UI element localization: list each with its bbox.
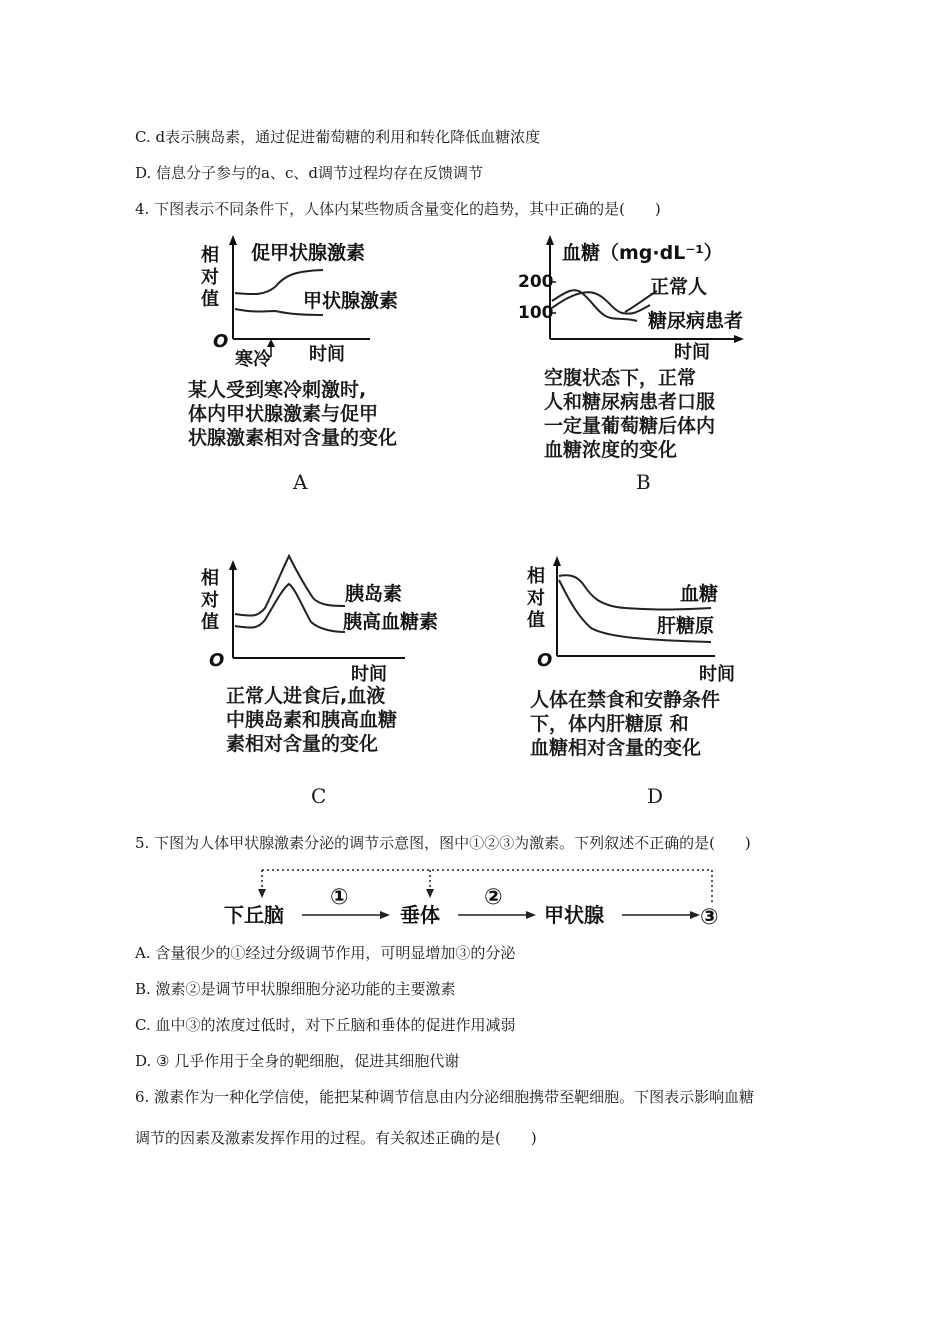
figure-b [512, 235, 772, 370]
flow-node-thyroid: 甲状腺 [544, 903, 604, 927]
figure-c [195, 548, 465, 688]
figure-a-origin: O [213, 331, 229, 352]
figure-c-series-insulin: 胰岛素 [345, 583, 403, 605]
option-5d: D. ③ 几乎作用于全身的靶细胞，促进其细胞代谢 [135, 1052, 460, 1070]
figure-b-diabetic-curve [552, 290, 637, 321]
svg-text:值: 值 [201, 612, 219, 633]
figure-a-graph [195, 235, 455, 370]
figure-d-xlabel: 时间 [699, 664, 735, 685]
figure-d-origin: O [537, 650, 553, 671]
option-5c: C. 血中③的浓度过低时，对下丘脑和垂体的促进作用减弱 [135, 1016, 516, 1034]
option-3d: D. 信息分子参与的a、c、d调节过程均存在反馈调节 [135, 164, 483, 182]
option-5b: B. 激素②是调节甲状腺细胞分泌功能的主要激素 [135, 980, 456, 998]
figure-d-caption: 人体在禁食和安静条件 下，体内肝糖原 和 血糖相对含量的变化 [530, 689, 721, 759]
question-6: 6. 激素作为一种化学信使，能把某种调节信息由内分泌细胞携带至靶细胞。下图表示影响血糖 [135, 1088, 755, 1106]
option-5a: A. 含量很少的①经过分级调节作用，可明显增加③的分泌 [135, 944, 516, 962]
option-3c: C. d表示胰岛素，通过促进葡萄糖的利用和转化降低血糖浓度 [135, 128, 541, 146]
figure-b-series-normal: 正常人 [650, 276, 708, 298]
flow-diagram [222, 864, 732, 934]
figure-a [195, 235, 455, 370]
figure-d-series-glucose: 血糖 [680, 583, 719, 605]
svg-text:值: 值 [201, 289, 219, 310]
figure-b-letter: B [636, 470, 651, 494]
figure-d-letter: D [647, 784, 664, 808]
flow-diagram-graph [222, 864, 732, 934]
flow-hormone-1: ① [330, 885, 349, 910]
flow-hormone-3: ③ [700, 905, 719, 930]
figure-c-xlabel: 时间 [351, 664, 387, 685]
figure-a-xlabel: 时间 [309, 344, 345, 365]
question-4: 4. 下图表示不同条件下，人体内某些物质含量变化的趋势，其中正确的是( ) [135, 200, 661, 218]
figure-a-letter: A [293, 470, 308, 494]
question-5: 5. 下图为人体甲状腺激素分泌的调节示意图，图中①②③为激素。下列叙述不正确的是( ) [135, 834, 751, 852]
figure-a-ylabel: 相 [201, 245, 219, 266]
figure-c-caption: 正常人进食后,血液 中胰岛素和胰高血糖 素相对含量的变化 [226, 685, 398, 755]
figure-b-ylabel: 血糖（mg·dL⁻¹） [562, 242, 723, 264]
figure-b-xlabel: 时间 [674, 342, 710, 363]
svg-text:对: 对 [201, 590, 219, 611]
figure-a-marker: 寒冷 [235, 349, 271, 370]
figure-d-series-glycogen: 肝糖原 [657, 615, 715, 637]
figure-d [525, 556, 765, 688]
figure-b-tick-200: 200 [518, 272, 554, 292]
figure-c-glucagon-curve [235, 584, 345, 632]
figure-d-graph [525, 556, 765, 688]
figure-c-graph [195, 548, 465, 688]
flow-node-hypothalamus: 下丘脑 [224, 903, 284, 927]
figure-c-origin: O [209, 650, 225, 671]
figure-b-caption: 空腹状态下，正常 人和糖尿病患者口服 一定量葡萄糖后体内 血糖浓度的变化 [544, 367, 716, 461]
figure-b-tick-100: 100 [518, 303, 554, 323]
figure-c-series-glucagon: 胰高血糖素 [343, 611, 439, 633]
figure-a-series-tsh: 促甲状腺激素 [251, 242, 366, 264]
svg-text:值: 值 [527, 610, 545, 631]
figure-b-graph [512, 235, 772, 370]
figure-b-series-diabetic: 糖尿病患者 [648, 310, 744, 332]
flow-hormone-2: ② [484, 885, 503, 910]
figure-c-letter: C [311, 784, 327, 808]
figure-a-caption: 某人受到寒冷刺激时, 体内甲状腺激素与促甲 状腺激素相对含量的变化 [188, 379, 398, 449]
svg-text:相: 相 [527, 566, 545, 587]
svg-text:对: 对 [527, 588, 545, 609]
figure-b-normal-curve [552, 292, 650, 313]
svg-text:相: 相 [201, 568, 219, 589]
svg-text:对: 对 [201, 267, 219, 288]
question-6-cont: 调节的因素及激素发挥作用的过程。有关叙述正确的是( ) [135, 1129, 537, 1147]
flow-node-pituitary: 垂体 [400, 903, 440, 927]
figure-a-series-th: 甲状腺激素 [303, 290, 399, 312]
